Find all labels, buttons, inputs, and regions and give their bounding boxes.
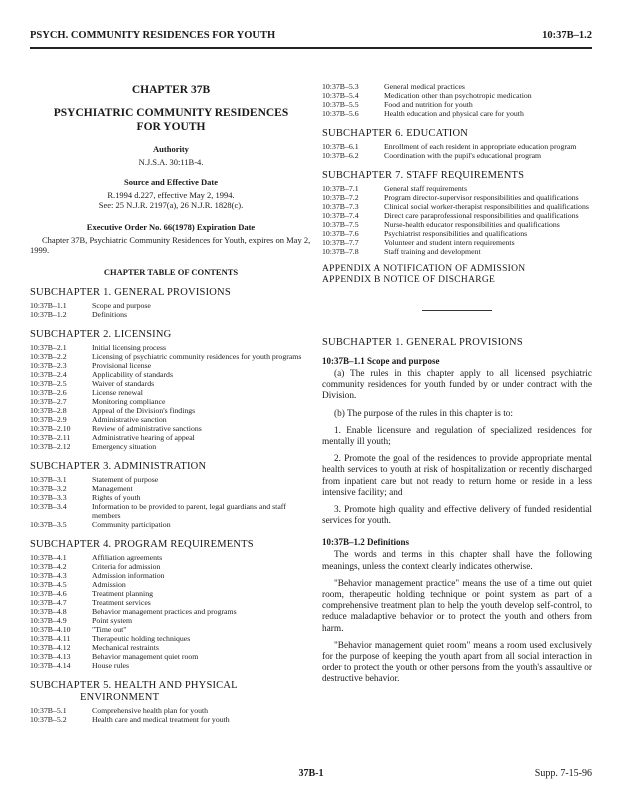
toc-entry[interactable] xyxy=(322,220,592,229)
toc-entry-title: Affiliation agreements xyxy=(92,553,163,562)
toc-entry-number: 10:37B–7.7 xyxy=(322,238,359,247)
toc-entry[interactable] xyxy=(30,715,312,724)
toc-entry-title: Management xyxy=(92,484,133,493)
toc-entry-number: 10:37B–2.8 xyxy=(30,406,67,415)
left-column xyxy=(30,80,312,724)
toc-subchapter-5-cont-list xyxy=(322,82,592,118)
toc-entry[interactable] xyxy=(30,370,312,379)
toc-entry-title: Point system xyxy=(92,616,133,625)
toc-entry-title: Health education and physical care for youth xyxy=(384,109,524,118)
toc-subchapter-5-cont: ENVIRONMENT xyxy=(80,692,160,703)
toc-entry-title: Administrative hearing of appeal xyxy=(92,433,195,442)
toc-entry-title: Licensing of psychiatric community residences for youth programs xyxy=(92,352,302,361)
toc-entry[interactable] xyxy=(322,142,592,151)
toc-entry-number: 10:37B–6.1 xyxy=(322,142,359,151)
toc-subchapter-1-list xyxy=(30,301,312,319)
rule-heading-scope: 10:37B–1.1 Scope and purpose xyxy=(322,356,440,366)
toc-entry-number: 10:37B–4.10 xyxy=(30,625,71,634)
toc-entry[interactable] xyxy=(30,397,312,406)
toc-entry-title: Admission xyxy=(92,580,126,589)
toc-entry[interactable] xyxy=(30,424,312,433)
toc-entry-title: Mechanical restraints xyxy=(92,643,159,652)
toc-entry-title: Scope and purpose xyxy=(92,301,151,310)
toc-entry-title: Program director-supervisor responsibilities and qualifications xyxy=(384,193,579,202)
toc-entry-title: Behavior management quiet room xyxy=(92,652,199,661)
toc-entry[interactable] xyxy=(30,406,312,415)
toc-entry[interactable] xyxy=(30,310,312,319)
toc-entry[interactable] xyxy=(30,571,312,580)
toc-entry-number: 10:37B–2.10 xyxy=(30,424,71,433)
toc-entry[interactable] xyxy=(30,607,312,616)
toc-entry-number: 10:37B–6.2 xyxy=(322,151,359,160)
toc-entry-number: 10:37B–4.8 xyxy=(30,607,67,616)
toc-entry-number: 10:37B–4.9 xyxy=(30,616,67,625)
definition-behavior-management-practice: "Behavior management practice" means the use of a time out quiet room, therapeutic holding technique or point system as part of a comprehensive treatment plan to help the youth develop self-control, to reduce maladaptive behavior or to protect the youth and others from harm. xyxy=(322,578,592,634)
toc-entry-number: 10:37B–7.1 xyxy=(322,184,359,193)
toc-entry[interactable] xyxy=(30,388,312,397)
toc-entry[interactable] xyxy=(30,475,312,484)
toc-entry-title: Nurse-health educator responsibilities and qualifications xyxy=(384,220,560,229)
page-number: 37B-1 xyxy=(298,768,324,779)
toc-entry-title: Community participation xyxy=(92,520,171,529)
toc-entry[interactable] xyxy=(322,211,592,220)
appendix-a-entry[interactable]: APPENDIX A NOTIFICATION OF ADMISSION xyxy=(322,264,526,274)
toc-entry[interactable] xyxy=(30,598,312,607)
toc-entry-number: 10:37B–4.2 xyxy=(30,562,67,571)
running-header-title: PSYCH. COMMUNITY RESIDENCES FOR YOUTH xyxy=(30,30,276,41)
toc-entry-number: 10:37B–4.11 xyxy=(30,634,71,643)
toc-entry-number: 10:37B–5.5 xyxy=(322,100,359,109)
toc-entry[interactable] xyxy=(322,82,592,91)
definition-behavior-management-quiet-room: "Behavior management quiet room" means a room used exclusively for the purpose of keeping the youth apart from all social interaction in order to protect the youth or other persons from the youth's assaultive or destructive behavior. xyxy=(322,640,592,685)
toc-subchapter-5-list xyxy=(30,706,312,724)
toc-entry-title: General medical practices xyxy=(384,82,465,91)
toc-entry-title: Direct care paraprofessional responsibilities and qualifications xyxy=(384,211,579,220)
toc-entry-title: Provisional license xyxy=(92,361,152,370)
toc-entry[interactable] xyxy=(30,484,312,493)
toc-entry[interactable] xyxy=(322,193,592,202)
toc-entry-title: Behavior management practices and programs xyxy=(92,607,237,616)
toc-entry[interactable] xyxy=(30,493,312,502)
paragraph-a: (a) The rules in this chapter apply to all licensed psychiatric community residences for youth funded by or under contract with the Division. xyxy=(322,369,592,402)
toc-entry-title: Applicability of standards xyxy=(92,370,173,379)
paragraph-b: (b) The purpose of the rules in this chapter is to: xyxy=(334,408,514,419)
toc-entry-title: General staff requirements xyxy=(384,184,467,193)
toc-entry[interactable] xyxy=(322,100,592,109)
toc-entry-number: 10:37B–7.2 xyxy=(322,193,359,202)
toc-entry-title: Admission information xyxy=(92,571,165,580)
toc-entry[interactable] xyxy=(30,706,312,715)
toc-entry-title: Treatment planning xyxy=(92,589,153,598)
toc-entry-number: 10:37B–3.3 xyxy=(30,493,67,502)
toc-entry-title: Administrative sanction xyxy=(92,415,167,424)
right-column xyxy=(322,80,592,686)
toc-entry[interactable] xyxy=(30,661,312,670)
toc-entry-title: Coordination with the pupil's educational program xyxy=(384,151,542,160)
toc-entry-number: 10:37B–3.1 xyxy=(30,475,67,484)
toc-entry-number: 10:37B–3.5 xyxy=(30,520,67,529)
toc-entry[interactable] xyxy=(30,379,312,388)
toc-entry[interactable] xyxy=(30,589,312,598)
toc-entry[interactable] xyxy=(30,634,312,643)
toc-entry-title: Staff training and development xyxy=(384,247,481,256)
toc-entry[interactable] xyxy=(322,238,592,247)
toc-entry[interactable] xyxy=(322,247,592,256)
toc-entry-title: "Time out" xyxy=(92,625,127,634)
toc-entry-number: 10:37B–4.12 xyxy=(30,643,71,652)
toc-entry-number: 10:37B–7.5 xyxy=(322,220,359,229)
toc-entry[interactable] xyxy=(30,352,312,361)
toc-subchapter-6-list xyxy=(322,142,592,160)
running-header-section: 10:37B–1.2 xyxy=(542,30,592,41)
toc-entry-number: 10:37B–5.4 xyxy=(322,91,359,100)
toc-entry-title: Definitions xyxy=(92,310,128,319)
toc-entry[interactable] xyxy=(322,184,592,193)
toc-entry-title: Therapeutic holding techniques xyxy=(92,634,191,643)
source-heading: Source and Effective Date xyxy=(123,177,219,187)
running-header xyxy=(30,30,592,46)
toc-entry-number: 10:37B–2.7 xyxy=(30,397,67,406)
toc-entry-number: 10:37B–2.9 xyxy=(30,415,67,424)
toc-entry[interactable] xyxy=(30,343,312,352)
toc-subchapter-4: SUBCHAPTER 4. PROGRAM REQUIREMENTS xyxy=(30,539,254,550)
toc-entry-number: 10:37B–2.3 xyxy=(30,361,67,370)
toc-entry-title: Information to be provided to parent, legal guardians and staff members xyxy=(92,502,286,520)
toc-entry-number: 10:37B–5.6 xyxy=(322,109,359,118)
toc-entry[interactable] xyxy=(322,91,592,100)
toc-entry[interactable] xyxy=(30,502,312,520)
toc-subchapter-2: SUBCHAPTER 2. LICENSING xyxy=(30,329,172,340)
toc-entry-number: 10:37B–4.6 xyxy=(30,589,67,598)
appendix-b-entry[interactable]: APPENDIX B NOTICE OF DISCHARGE xyxy=(322,275,496,285)
toc-entry[interactable] xyxy=(30,361,312,370)
toc-entry-number: 10:37B–5.3 xyxy=(322,82,359,91)
toc-entry[interactable] xyxy=(30,625,312,634)
toc-subchapter-4-list xyxy=(30,553,312,670)
toc-entry-title: Monitoring compliance xyxy=(92,397,166,406)
supplement-date: Supp. 7-15-96 xyxy=(534,768,592,779)
toc-entry[interactable] xyxy=(30,643,312,652)
toc-entry-title: Treatment services xyxy=(92,598,151,607)
toc-entry-title: Enrollment of each resident in appropriate education program xyxy=(384,142,577,151)
toc-entry-number: 10:37B–1.1 xyxy=(30,301,67,310)
toc-entry[interactable] xyxy=(322,229,592,238)
toc-entry-number: 10:37B–4.1 xyxy=(30,553,67,562)
toc-entry-title: House rules xyxy=(92,661,130,670)
toc-entry-number: 10:37B–2.1 xyxy=(30,343,67,352)
toc-subchapter-7-list xyxy=(322,184,592,256)
toc-entry-number: 10:37B–7.4 xyxy=(322,211,359,220)
header-rule xyxy=(30,47,592,49)
authority-heading: Authority xyxy=(153,144,189,154)
toc-entry-title: Criteria for admission xyxy=(92,562,161,571)
toc-entry-number: 10:37B–2.11 xyxy=(30,433,71,442)
toc-entry-number: 10:37B–7.8 xyxy=(322,247,359,256)
toc-entry-number: 10:37B–7.3 xyxy=(322,202,359,211)
toc-entry-number: 10:37B–1.2 xyxy=(30,310,67,319)
toc-subchapter-7: SUBCHAPTER 7. STAFF REQUIREMENTS xyxy=(322,170,525,181)
toc-entry[interactable] xyxy=(30,520,312,529)
toc-entry-title: Initial licensing process xyxy=(92,343,167,352)
toc-subchapter-6: SUBCHAPTER 6. EDUCATION xyxy=(322,128,469,139)
paragraph-b2: 2. Promote the goal of the residences to provide appropriate mental health services to youth at risk of hospitalization or recently discharged from inpatient care but not ready to return home or reside in a less intensive facility; and xyxy=(322,454,592,498)
toc-entry-title: Comprehensive health plan for youth xyxy=(92,706,209,715)
source-line-1: R.1994 d.227, effective May 2, 1994. xyxy=(107,190,235,200)
toc-entry[interactable] xyxy=(322,151,592,160)
toc-subchapter-1: SUBCHAPTER 1. GENERAL PROVISIONS xyxy=(30,287,231,298)
toc-entry-number: 10:37B–2.2 xyxy=(30,352,67,361)
toc-entry[interactable] xyxy=(30,580,312,589)
rule-heading-definitions: 10:37B–1.2 Definitions xyxy=(322,537,410,548)
toc-title: CHAPTER TABLE OF CONTENTS xyxy=(103,267,239,277)
toc-entry[interactable] xyxy=(30,442,312,451)
toc-entry[interactable] xyxy=(30,433,312,442)
toc-entry-title: Waiver of standards xyxy=(92,379,155,388)
paragraph-b3: 3. Promote high quality and effective delivery of funded residential services for youth. xyxy=(322,505,592,527)
toc-entry-number: 10:37B–4.7 xyxy=(30,598,67,607)
toc-entry-number: 10:37B–3.4 xyxy=(30,502,67,511)
toc-entry[interactable] xyxy=(30,652,312,661)
executive-order-text: Chapter 37B, Psychiatric Community Residences for Youth, expires on May 2, 1999. xyxy=(30,235,311,255)
toc-entry-title: License renewal xyxy=(92,388,143,397)
toc-entry-title: Clinical social worker-therapist responsibilities and qualifications xyxy=(384,202,589,211)
toc-entry[interactable] xyxy=(30,553,312,562)
toc-subchapter-2-list xyxy=(30,343,312,451)
toc-entry[interactable] xyxy=(322,109,592,118)
paragraph-definitions-intro: The words and terms in this chapter shall have the following meanings, unless the context clearly indicates otherwise. xyxy=(322,550,592,572)
toc-entry[interactable] xyxy=(30,301,312,310)
toc-entry-number: 10:37B–2.4 xyxy=(30,370,67,379)
chapter-title: PSYCHIATRIC COMMUNITY RESIDENCES FOR YOUTH xyxy=(53,107,289,133)
toc-entry-title: Rights of youth xyxy=(92,493,141,502)
toc-entry-title: Medication other than psychotropic medication xyxy=(384,91,532,100)
body-subchapter-heading: SUBCHAPTER 1. GENERAL PROVISIONS xyxy=(322,337,523,348)
toc-entry-number: 10:37B–3.2 xyxy=(30,484,67,493)
toc-entry-title: Psychiatrist responsibilities and qualifications xyxy=(384,229,528,238)
toc-entry-number: 10:37B–4.14 xyxy=(30,661,71,670)
toc-entry-number: 10:37B–5.2 xyxy=(30,715,67,724)
authority-text: N.J.S.A. 30:11B-4. xyxy=(138,157,204,167)
toc-subchapter-3: SUBCHAPTER 3. ADMINISTRATION xyxy=(30,461,207,472)
toc-entry-number: 10:37B–5.1 xyxy=(30,706,67,715)
toc-entry-title: Review of administrative sanctions xyxy=(92,424,202,433)
toc-entry-number: 10:37B–7.6 xyxy=(322,229,359,238)
executive-order-heading: Executive Order No. 66(1978) Expiration Date xyxy=(86,222,256,232)
toc-entry[interactable] xyxy=(322,202,592,211)
toc-entry-number: 10:37B–2.5 xyxy=(30,379,67,388)
toc-entry[interactable] xyxy=(30,616,312,625)
paragraph-b1: 1. Enable licensure and regulation of specialized residences for mentally ill youth; xyxy=(322,425,592,448)
toc-entry-title: Food and nutrition for youth xyxy=(384,100,473,109)
toc-entry-title: Emergency situation xyxy=(92,442,157,451)
toc-entry-number: 10:37B–2.6 xyxy=(30,388,67,397)
toc-subchapter-5: SUBCHAPTER 5. HEALTH AND PHYSICAL xyxy=(30,680,238,691)
source-line-2: See: 25 N.J.R. 2197(a), 26 N.J.R. 1828(c). xyxy=(98,200,244,210)
toc-entry[interactable] xyxy=(30,562,312,571)
toc-entry-title: Health care and medical treatment for youth xyxy=(92,715,230,724)
toc-entry-number: 10:37B–4.3 xyxy=(30,571,67,580)
section-divider xyxy=(422,310,492,311)
toc-entry-number: 10:37B–4.5 xyxy=(30,580,67,589)
toc-entry-number: 10:37B–2.12 xyxy=(30,442,71,451)
toc-entry-title: Volunteer and student intern requirements xyxy=(384,238,515,247)
toc-entry-title: Appeal of the Division's findings xyxy=(92,406,196,415)
toc-subchapter-3-list xyxy=(30,475,312,529)
toc-entry-title: Statement of purpose xyxy=(92,475,159,484)
chapter-label: CHAPTER 37B xyxy=(131,84,211,96)
toc-entry[interactable] xyxy=(30,415,312,424)
toc-entry-number: 10:37B–4.13 xyxy=(30,652,71,661)
